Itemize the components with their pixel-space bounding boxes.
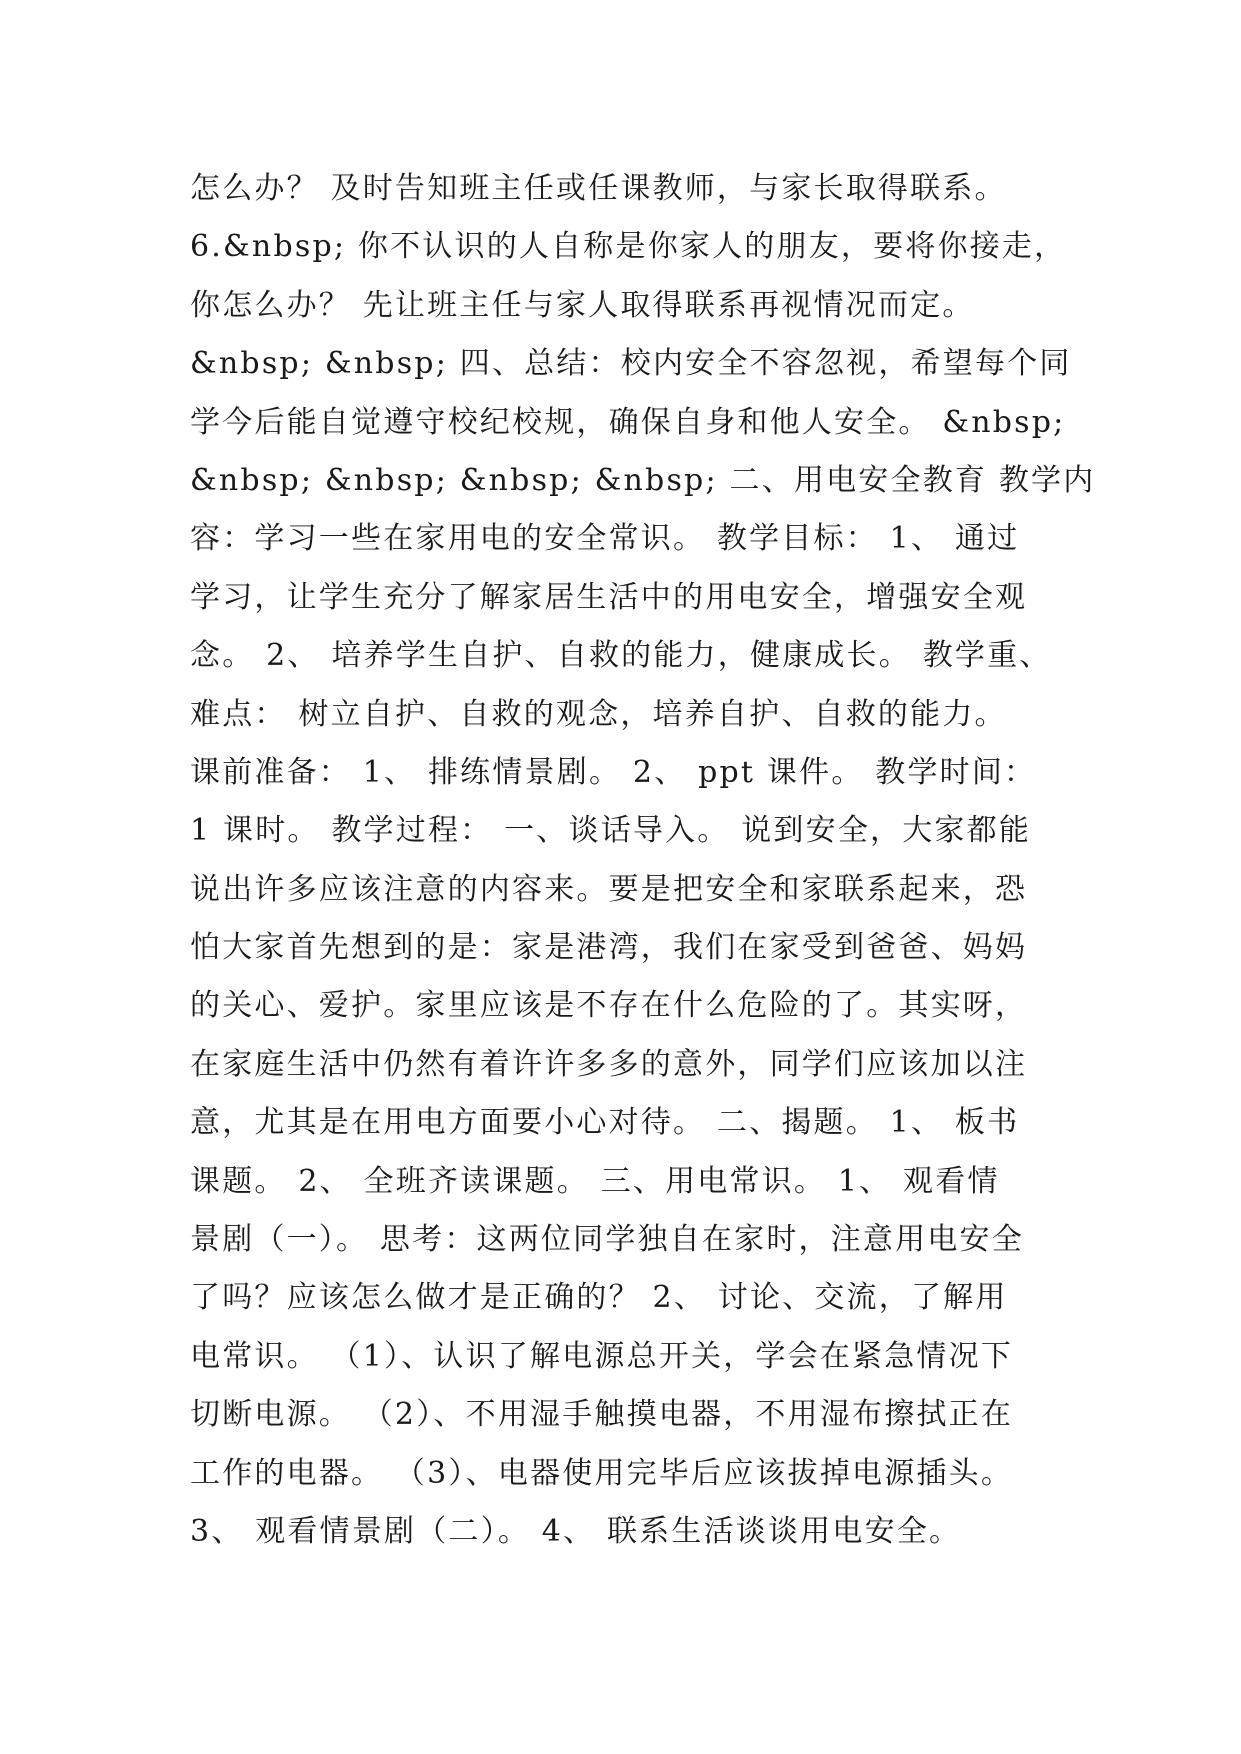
text-line: 意，尤其是在用电方面要小心对待。 二、揭题。 1、 板书 (190, 1105, 1020, 1141)
text-line: 在家庭生活中仍然有着许许多多的意外，同学们应该加以注 (190, 1046, 1028, 1082)
text-line: 6.&nbsp; 你不认识的人自称是你家人的朋友，要将你接走， (190, 229, 1067, 265)
text-line: &nbsp; &nbsp; 四、总结：校内安全不容忽视，希望每个同 (190, 346, 1072, 382)
text-line: 工作的电器。 （3）、电器使用完毕后应该拔掉电源插头。 (190, 1455, 1014, 1491)
text-line: 了吗？应该怎么做才是正确的？ 2、 讨论、交流，了解用 (190, 1280, 1008, 1316)
text-line: 容：学习一些在家用电的安全常识。 教学目标： 1、 通过 (190, 521, 1020, 557)
text-line: 念。 2、 培养学生自护、自救的能力，健康成长。 教学重、 (190, 638, 1052, 674)
body-text (190, 160, 1096, 1561)
text-line: 3、 观看情景剧（二）。 4、 联系生活谈谈用电安全。 (190, 1513, 962, 1549)
text-line: 切断电源。 （2）、不用湿手触摸电器，不用湿布擦拭正在 (190, 1397, 1014, 1433)
text-line: 课前准备： 1、 排练情景剧。 2、 ppt 课件。 教学时间： (190, 754, 1037, 790)
text-line: 难点： 树立自护、自救的观念，培养自护、自救的能力。 (190, 696, 1007, 732)
text-line: 电常识。 （1）、认识了解电源总开关，学会在紧急情况下 (190, 1338, 1014, 1374)
text-line: 的关心、爱护。家里应该是不存在什么危险的了。其实呀， (190, 988, 1028, 1024)
text-line: &nbsp; &nbsp; &nbsp; &nbsp; 二、用电安全教育 教学内 (190, 462, 1096, 498)
text-line: 景剧（一）。 思考：这两位同学独自在家时，注意用电安全 (190, 1222, 1024, 1258)
text-line: 学习，让学生充分了解家居生活中的用电安全，增强安全观 (190, 579, 1028, 615)
text-line: 你怎么办？ 先让班主任与家人取得联系再视情况而定。 (190, 287, 975, 323)
text-line: 学今后能自觉遵守校纪校规，确保自身和他人安全。 &nbsp; (190, 404, 1066, 440)
text-line: 怕大家首先想到的是：家是港湾，我们在家受到爸爸、妈妈 (190, 930, 1028, 966)
text-line: 课题。 2、 全班齐读课题。 三、用电常识。 1、 观看情 (190, 1163, 1000, 1199)
text-line: 说出许多应该注意的内容来。要是把安全和家联系起来，恐 (190, 871, 1028, 907)
text-line: 怎么办？ 及时告知班主任或任课教师，与家长取得联系。 (190, 171, 1007, 206)
text-line: 1 课时。 教学过程： 一、谈话导入。 说到安全，大家都能 (190, 813, 1032, 849)
